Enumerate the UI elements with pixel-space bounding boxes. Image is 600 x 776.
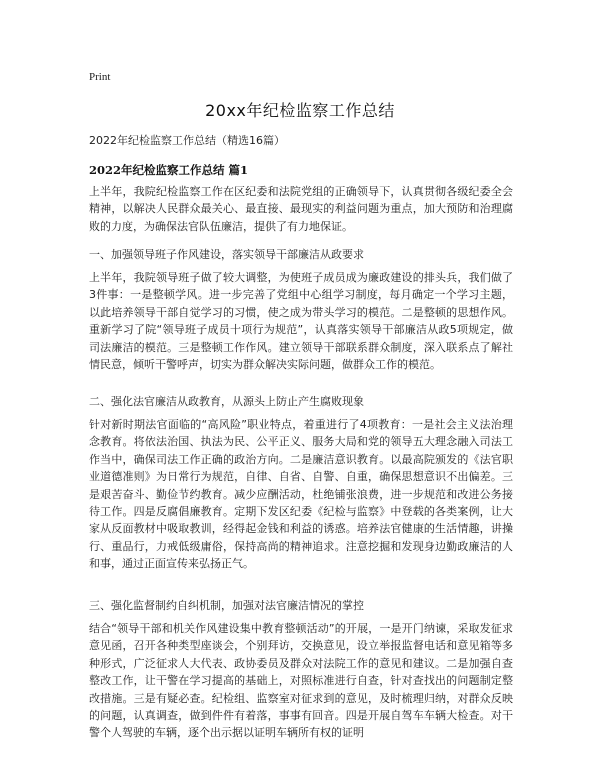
heading-1: 一、加强领导班子作风建设，落实领导干部廉洁从政要求 xyxy=(89,248,364,261)
print-label: Print xyxy=(89,71,111,83)
heading-2: 二、强化法官廉洁从政教育，从源头上防止产生腐败现象 xyxy=(89,395,364,408)
intro-paragraph: 上半年，我院纪检监察工作在区纪委和法院党组的正确领导下，认真贯彻各级纪委全会精神，以解决人民群众最关心、最直接、最现实的利益问题为重点，加大预防和治理腐败的力度，为确保法官队伍廉洁，提供了有力地保证。 xyxy=(89,185,513,233)
document-subtitle: 2022年纪检监察工作总结（精选16篇） xyxy=(89,134,285,147)
body-paragraph-2: 针对新时期法官面临的“高风险”职业特点，着重进行了4项教育：一是社会主义法治理念教育。将依法治国、执法为民、公平正义、服务大局和党的领导五大理念融入司法工作当中，确保司法工作正确的政治方向。二是廉洁意识教育。以最高院颁发的《法官职业道德准则》为日常行为规范，自律、自省、自警、自重，确保思想意识不出偏差。三是艰苦奋斗、勤俭节约教育。减少应酬活动，杜绝铺张浪费，进一步规范和改进公务接待工作。四是反腐倡廉教育。定期下发区纪委《纪检与监察》中登载的各类案例，让大家从反面教材中吸取教训，经得起金钱和利益的诱惑。培养法官健康的生活情趣，讲操行、重品行，力戒低级庸俗，保持高尚的精神追求。注意挖掘和发现身边勤政廉洁的人和事，通过正面宣传来弘扬正气。 xyxy=(89,418,513,571)
body-paragraph-1: 上半年，我院领导班子做了较大调整，为使班子成员成为廉政建设的排头兵，我们做了3件事：一是整顿学风。进一步完善了党组中心组学习制度，每月确定一个学习主题，以此培养领导干部自觉学习的习惯，使之成为带头学习的模范。二是整顿的思想作风。重新学习了院“领导班子成员十项行为规范”，认真落实领导干部廉洁从政5项规定，做司法廉洁的模范。三是整顿工作作风。建立领导干部联系群众制度，深入联系点了解社情民意，倾听干警呼声，切实为群众解决实际问题，做群众工作的模范。 xyxy=(89,271,513,372)
body-paragraph-3: 结合“领导干部和机关作风建设集中教育整顿活动”的开展，一是开门纳谏，采取发征求意见函，召开各种类型座谈会，个别拜访，交换意见，设立举报监督电话和意见箱等多种形式，广泛征求人大代表、政协委员及群众对法院工作的意见和建议。二是加强自查整改工作，让干警在学习提高的基础上，对照标准进行自查，针对查找出的问题制定整改措施。三是有疑必查。纪检组、监察室对征求到的意见，及时梳理归纳，对群众反映的问题，认真调查，做到件件有着落，事事有回音。四是开展自驾车车辆大检查。对干警个人驾驶的车辆，逐个出示据以证明车辆所有权的证明 xyxy=(89,622,513,740)
section-title: 2022年纪检监察工作总结 篇1 xyxy=(89,163,249,177)
heading-3: 三、强化监督制约自纠机制，加强对法官廉洁情况的掌控 xyxy=(89,599,364,612)
document-title: 20xx年纪检监察工作总结 xyxy=(205,101,395,120)
